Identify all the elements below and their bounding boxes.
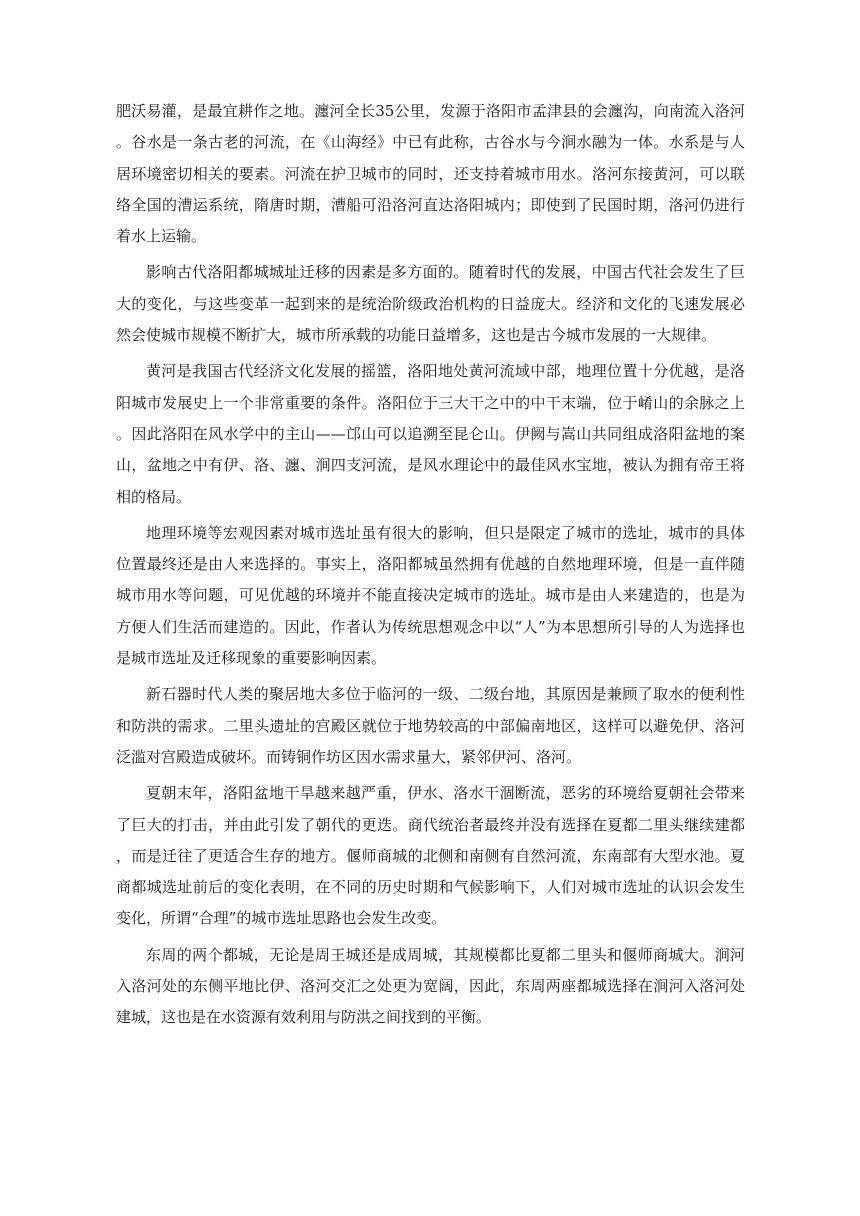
paragraph: 新石器时代人类的聚居地大多位于临河的一级、二级台地，其原因是兼顾了取水的便利性和防洪的需求。二里头遗址的宫殿区就位于地势较高的中部偏南地区，这样可以避免伊、洛河泛滥对宫殿造成破坏。而铸铜作坊区因水需求量大，紧邻伊河、洛河。 [116, 685, 745, 766]
paragraph: 夏朝末年，洛阳盆地干旱越来越严重，伊水、洛水干涸断流，恶劣的环境给夏朝社会带来了巨大的打击，并由此引发了朝代的更迭。商代统治者最终并没有选择在夏都二里头继续建都，而是迁往了更适合生存的地方。偃师商城的北侧和南侧有自然河流，东南部有大型水池。夏商都城选址前后的变化表明，在不同的历史时期和气候影响下，人们对城市选址的认识会发生变化，所谓“合理”的城市选址思路也会发生改变。 [116, 784, 745, 928]
paragraph: 东周的两个都城，无论是周王城还是成周城，其规模都比夏都二里头和偃师商城大。涧河入洛河处的东侧平地比伊、洛河交汇之处更为宽阔，因此，东周两座都城选择在涧河入洛河处建城，这也是在水资源有效利用与防洪之间找到的平衡。 [116, 945, 745, 1027]
paragraph: 肥沃易灌，是最宜耕作之地。瀍河全长35公里，发源于洛阳市孟津县的会瀍沟，向南流入洛河。谷水是一条古老的河流，在《山海经》中已有此称，古谷水与今涧水融为一体。水系是与人居环境密切相关的要素。河流在护卫城市的同时，还支持着城市用水。洛河东接黄河，可以联络全国的漕运系统，隋唐时期，漕船可沿洛河直达洛阳城内；即使到了民国时期，洛河仍进行着水上运输。 [116, 102, 745, 246]
document-body [116, 96, 745, 1039]
paragraph: 地理环境等宏观因素对城市选址虽有很大的影响，但只是限定了城市的选址，城市的具体位置最终还是由人来选择的。事实上，洛阳都城虽然拥有优越的自然地理环境，但是一直伴随城市用水等问题，可见优越的环境并不能直接决定城市的选址。城市是由人来建造的，也是为方便人们生活而建造的。因此，作者认为传统思想观念中以“人”为本思想所引导的人为选择也是城市选址及迁移现象的重要影响因素。 [116, 523, 745, 668]
paragraph: 黄河是我国古代经济文化发展的摇篮，洛阳地处黄河流域中部，地理位置十分优越，是洛阳城市发展史上一个非常重要的条件。洛阳位于三大干之中的中干末端，位于崤山的余脉之上。因此洛阳在风水学中的主山——邙山可以追溯至昆仑山。伊阙与嵩山共同组成洛阳盆地的案山，盆地之中有伊、洛、瀍、涧四支河流，是风水理论中的最佳风水宝地，被认为拥有帝王将相的格局。 [116, 362, 745, 506]
paragraph: 影响古代洛阳都城城址迁移的因素是多方面的。随着时代的发展，中国古代社会发生了巨大的变化，与这些变革一起到来的是统治阶级政治机构的日益庞大。经济和文化的飞速发展必然会使城市规模不断扩大，城市所承载的功能日益增多，这也是古今城市发展的一大规律。 [116, 263, 745, 345]
